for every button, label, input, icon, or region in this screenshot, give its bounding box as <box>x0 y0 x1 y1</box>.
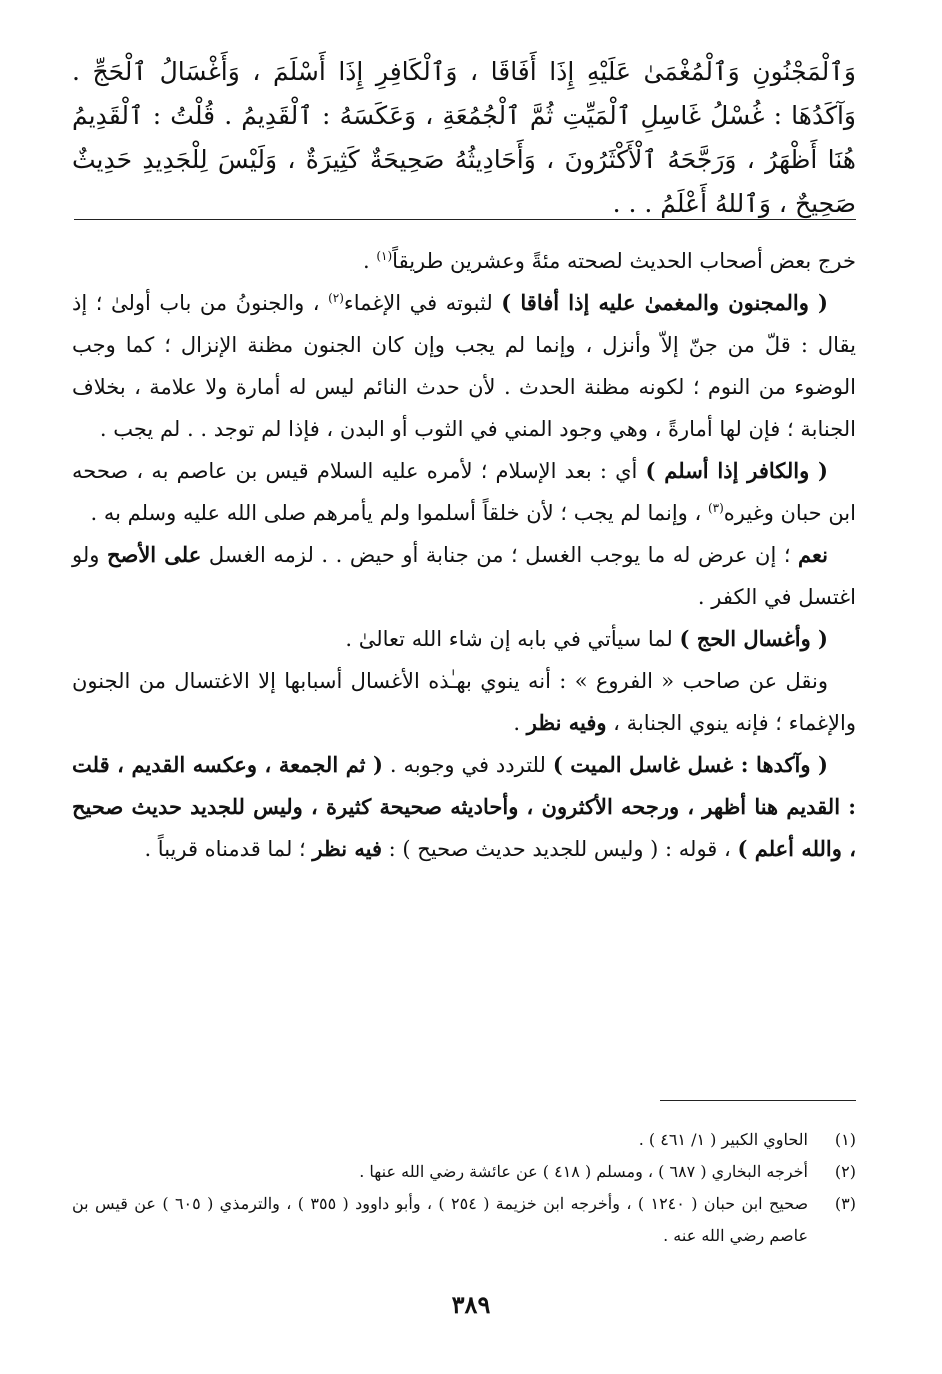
quoted-matn: ( والكافر إذا أسلم ) <box>645 458 828 483</box>
commentary-paragraph: ( والمجنون والمغمىٰ عليه إذا أفاقا ) لثبوته في الإغماء$^{(٢)}$ ، والجنونُ من باب أولىٰ ؛ إذ يقال : قلّ من جنّ إلاّ وأنزل ، وإنما لم يجب وإن كان الجنون مظنة الإنزال ؛ كما وجب الوضوء من النوم ؛ لكونه مظنة الحدث . لأن حدث النائم ليس له أمارة ولا علامة ، بخلاف الجنابة ؛ فإن لها أمارةً ، وهي وجود المني في الثوب أو البدن ، فإذا لم توجد . . لم يجب . <box>72 290 856 441</box>
footnote <box>72 1124 856 1156</box>
footnote-text: صحيح ابن حبان ( ١٢٤٠ ) ، وأخرجه ابن خزيمة ( ٢٥٤ ) ، وأبو داوود ( ٣٥٥ ) ، والترمذي ( ٦٠٥ ) عن قيس بن عاصم رضي الله عنه . <box>72 1194 809 1245</box>
footnote-ref[interactable]: (٣) <box>707 501 724 515</box>
quoted-matn: ( والمجنون والمغمىٰ عليه إذا أفاقا ) <box>501 290 828 315</box>
footnote-ref[interactable]: (١) <box>376 249 393 263</box>
quoted-matn: وفيه نظر <box>526 710 607 735</box>
commentary-paragraph: ( وأغسال الحج ) لما سيأتي في بابه إن شاء الله تعالىٰ . <box>345 626 828 651</box>
footnote-ref[interactable]: (٢) <box>328 291 344 305</box>
quoted-matn: ( ثم الجمعة ، وعكسه القديم ، قلت : القديم هنا أظهر ، ورجحه الأكثرون ، وأحاديثه صحيحة كثيرة ، وليس للجديد حديث صحيح ، والله أعلم ) <box>72 752 856 861</box>
main-text: وَٱلْمَجْنُونِ وَٱلْمُغْمَىٰ عَلَيْهِ إِذَا أَفَاقَا ، وَٱلْكَافِرِ إِذَا أَسْلَمَ ، وَأَغْسَالُ ٱلْحَجِّ . وَآكَدُهَا : غُسْلُ غَاسِلِ ٱلْمَيِّتِ ثُمَّ ٱلْجُمُعَةِ ، وَعَكَسَهُ : ٱلْقَدِيمُ . قُلْتُ : ٱلْقَدِيمُ هُنَا أَظْهَرُ ، وَرَجَّحَهُ ٱلْأَكْثَرُونَ ، وَأَحَادِيثُهُ صَحِيحَةٌ كَثِيرَةٌ ، وَلَيْسَ لِلْجَدِيدِ حَدِيثٌ صَحِيحٌ ، وَٱللهُ أَعْلَمُ . . . <box>72 57 856 218</box>
quoted-matn: فيه نظر <box>312 836 382 861</box>
commentary-paragraph: خرج بعض أصحاب الحديث لصحته مئةً وعشرين طريقاً$^{(١)}$ . <box>362 249 856 273</box>
main-text-separator <box>74 219 856 220</box>
footnotes <box>72 1124 856 1252</box>
footnote-number: (١) <box>834 1130 856 1149</box>
quoted-matn: ( وأغسال الحج ) <box>679 626 828 651</box>
footnote-number: (٣) <box>834 1194 856 1213</box>
footnote-text: أخرجه البخاري ( ٦٨٧ ) ، ومسلم ( ٤١٨ ) عن عائشة رضي الله عنها . <box>359 1162 808 1181</box>
commentary-paragraph: نعم ؛ إن عرض له ما يوجب الغسل ؛ من جنابة أو حيض . . لزمه الغسل على الأصح ولو اغتسل في الكفر . <box>72 542 856 609</box>
commentary-paragraph: ( وآكدها : غسل غاسل الميت ) للتردد في وجوبه . ( ثم الجمعة ، وعكسه القديم ، قلت : القديم هنا أظهر ، ورجحه الأكثرون ، وأحاديثه صحيحة كثيرة ، وليس للجديد حديث صحيح ، والله أعلم ) ، قوله : ( وليس للجديد حديث صحيح ) : فيه نظر ؛ لما قدمناه قريباً . <box>72 752 856 861</box>
quoted-matn: نعم <box>798 542 828 567</box>
footnote <box>72 1156 856 1188</box>
commentary-paragraph: ( والكافر إذا أسلم ) أي : بعد الإسلام ؛ لأمره عليه السلام قيس بن عاصم به ، صححه ابن حبان وغيره$^{(٣)}$ ، وإنما لم يجب ؛ لأن خلقاً أسلموا ولم يأمرهم صلى الله عليه وسلم به . <box>72 458 856 525</box>
commentary <box>72 240 856 870</box>
quoted-matn: ( وآكدها : غسل غاسل الميت ) <box>552 752 828 777</box>
footnote-separator <box>660 1100 856 1101</box>
footnote-text: الحاوي الكبير ( ١/ ٤٦١ ) . <box>638 1130 808 1149</box>
commentary-paragraph: ونقل عن صاحب « الفروع » : أنه ينوي بهـٰذه الأغسال أسبابها إلا الاغتسال من الجنون والإغماء ؛ فإنه ينوي الجنابة ، وفيه نظر . <box>72 669 856 735</box>
page-number: ٣٨٩ <box>451 1290 491 1319</box>
footnote <box>72 1188 856 1252</box>
quoted-matn: على الأصح <box>106 542 202 567</box>
footnote-number: (٢) <box>834 1162 856 1181</box>
